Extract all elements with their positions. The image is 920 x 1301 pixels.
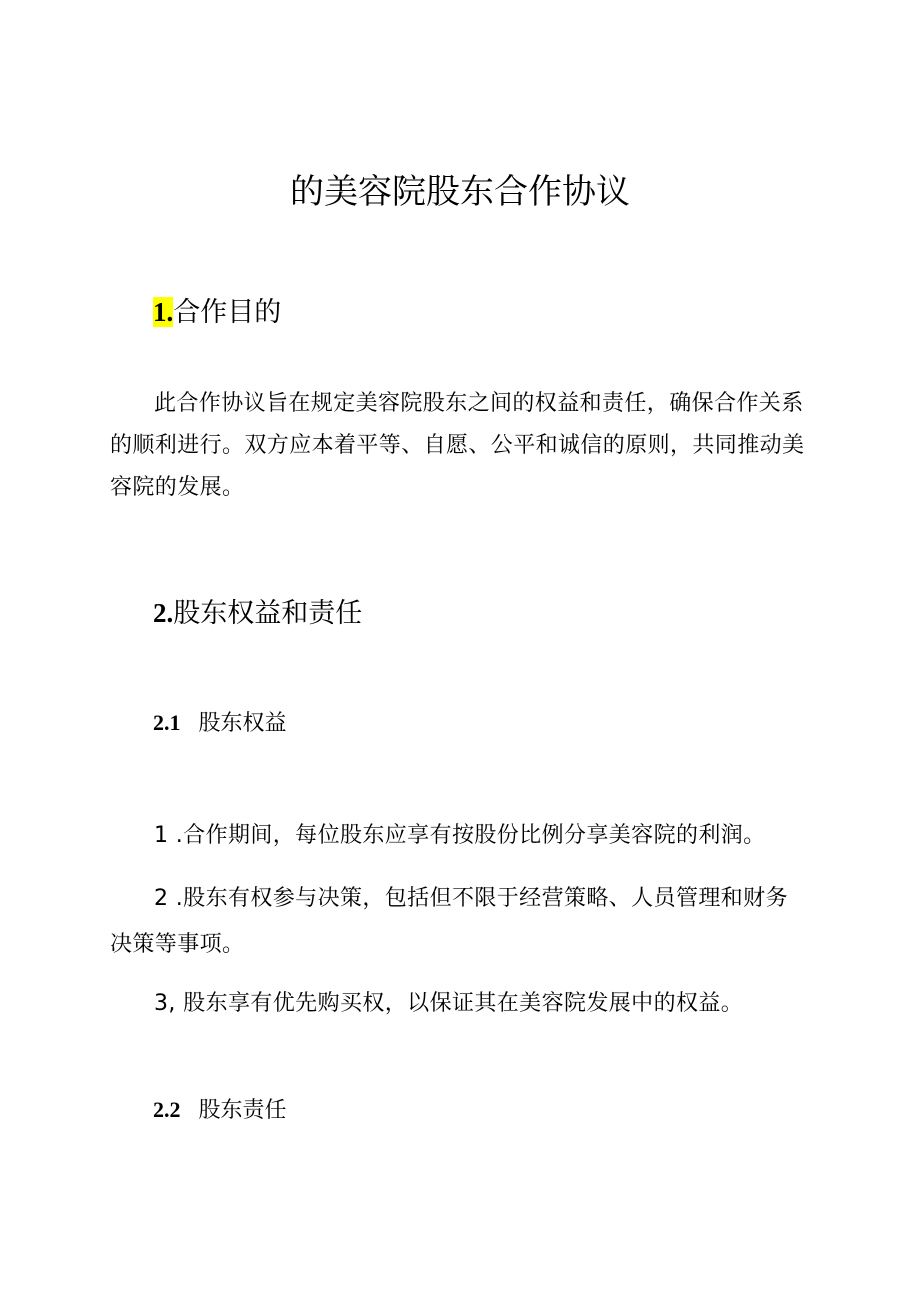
- list-item-3: 3, 股东享有优先购买权，以保证其在美容院发展中的权益。: [154, 991, 744, 1016]
- list-item-1: 1 .合作期间，每位股东应享有按股份比例分享美容院的利润。: [154, 823, 766, 848]
- subsection-2-2-title: 股东责任: [198, 1098, 287, 1123]
- section-2-number: 2.: [153, 598, 174, 628]
- section-1-number: 1.: [153, 297, 174, 327]
- section-1-heading: [153, 292, 281, 333]
- subsection-2-1-heading: [153, 707, 287, 740]
- document-title: 的美容院股东合作协议: [290, 172, 630, 212]
- subsection-2-2-number: 2.2: [153, 1097, 181, 1122]
- section-2-title: 股东权益和责任: [173, 598, 363, 629]
- section-1-paragraph: 此合作协议旨在规定美容院股东之间的权益和责任，确保合作关系的顺利进行。双方应本着平等、自愿、公平和诚信的原则，共同推动美容院的发展。: [110, 391, 805, 500]
- subsection-2-2-heading: [153, 1094, 287, 1127]
- subsection-2-1-title: 股东权益: [198, 711, 287, 736]
- subsection-2-1-number: 2.1: [153, 710, 181, 735]
- section-2-heading: [153, 593, 362, 634]
- section-1-title: 合作目的: [173, 297, 282, 328]
- list-item-2: 2 .股东有权参与决策，包括但不限于经营策略、人员管理和财务决策等事项。: [110, 886, 788, 957]
